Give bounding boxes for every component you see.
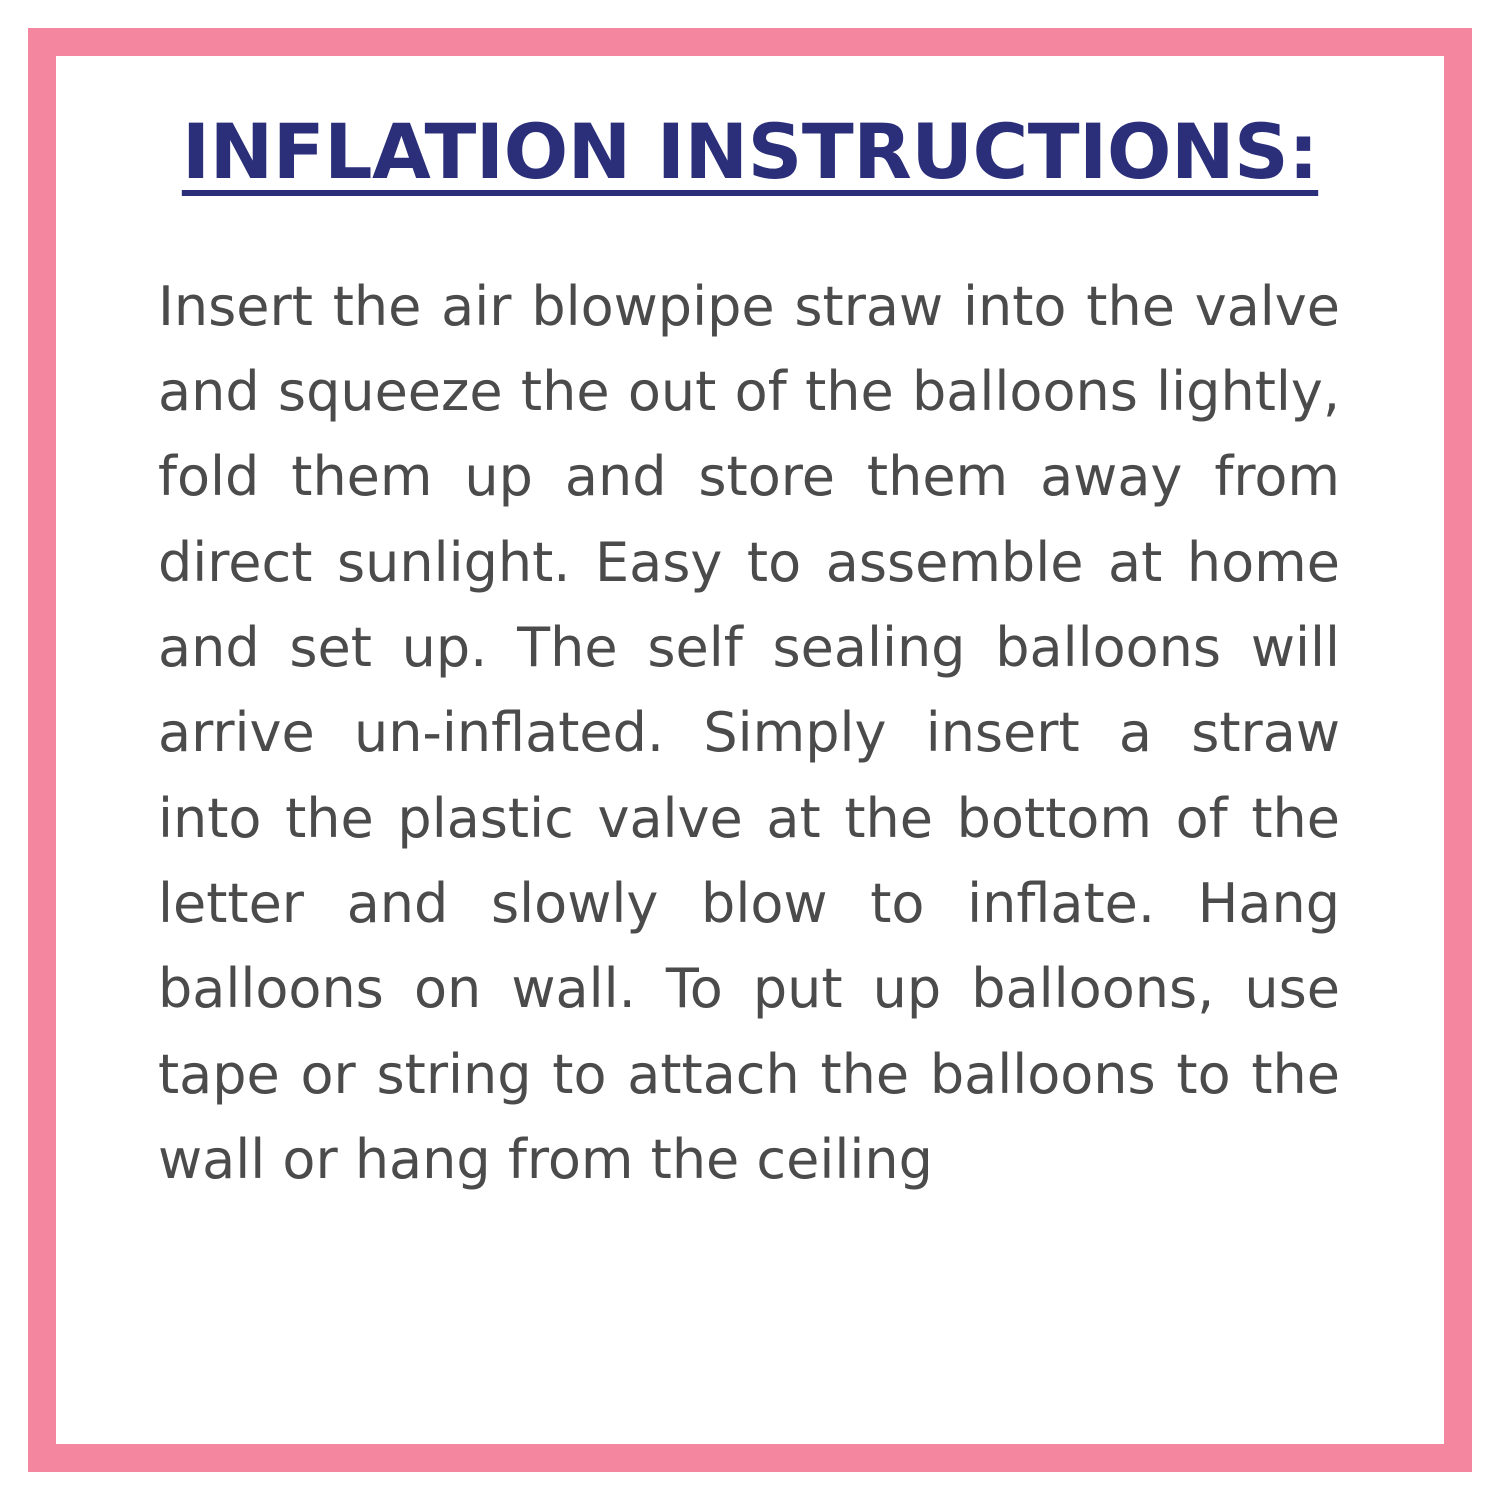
page-title: INFLATION INSTRUCTIONS: — [181, 107, 1319, 196]
instructions-paragraph: Insert the air blowpipe straw into the valve and squeeze the out of the balloons lightly, fold them up and store them away from direct sunlight. Easy to assemble at home and set up. The self sealing balloons will arrive un-inflated. Simply insert a straw into the plastic valve at the bottom of the letter and slowly blow to inflate. Hang balloons on wall. To put up balloons, use tape or string to attach the balloons to the wall or hang from the ceiling — [158, 274, 1340, 1191]
pink-border-frame — [28, 28, 1472, 1472]
